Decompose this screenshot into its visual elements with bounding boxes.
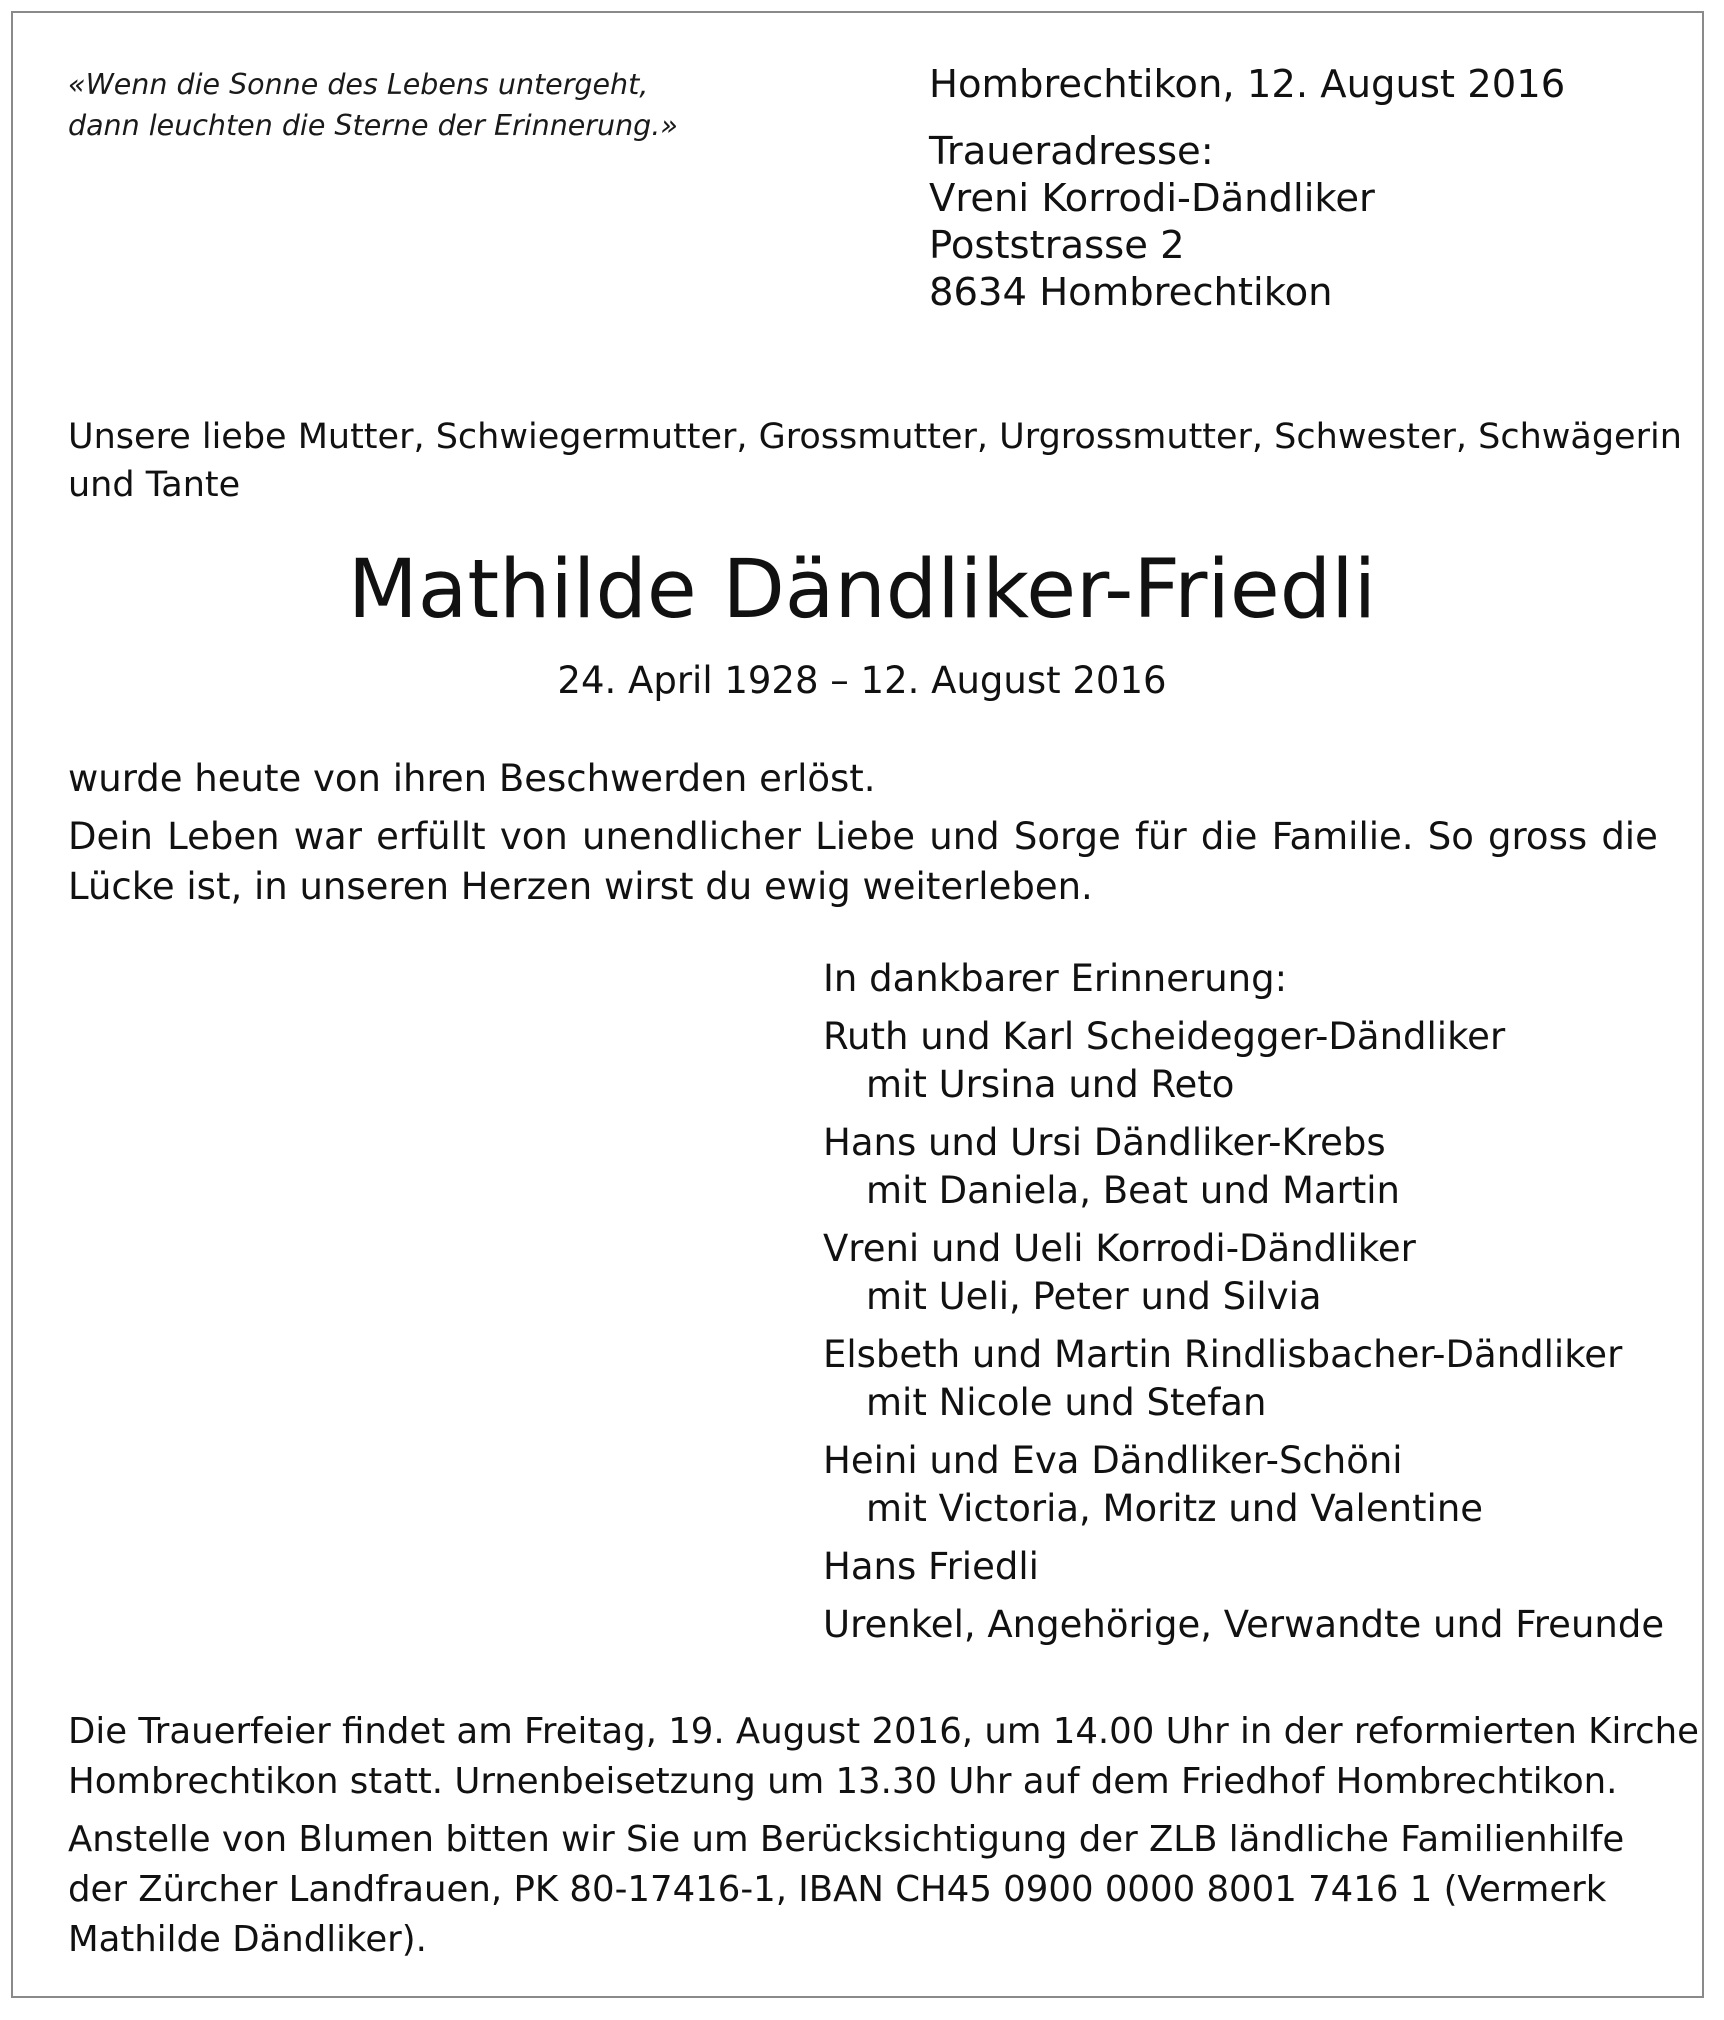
tribute-line-1 — [68, 812, 1658, 862]
mourners-list — [823, 955, 1683, 1659]
ceremony-line-1: Die Trauerfeier findet am Freitag, 19. August 2016, um 14.00 Uhr in der reformierten Kirche — [68, 1711, 1699, 1752]
mourner-group — [823, 1437, 1683, 1533]
mourner-main-name: Elsbeth und Martin Rindlisbacher-Dändliker — [823, 1333, 1623, 1376]
deceased-name: Mathilde Dändliker-Friedli — [347, 543, 1377, 637]
address-city: 8634 Hombrechtikon — [929, 270, 1333, 315]
intro-line-1: Unsere liebe Mutter, Schwiegermutter, Grossmutter, Urgrossmutter, Schwester, Schwägerin — [68, 417, 1682, 457]
address-street: Poststrasse 2 — [929, 223, 1185, 268]
mourner-main-name: Hans und Ursi Dändliker-Krebs — [823, 1121, 1386, 1164]
mourner-sub-names: mit Ursina und Reto — [866, 1063, 1235, 1106]
tribute-word: Familie. — [1271, 815, 1414, 858]
tribute-word: So — [1427, 815, 1474, 858]
mourner-main-name: Vreni und Ueli Korrodi-Dändliker — [823, 1227, 1416, 1270]
intro-text — [68, 413, 1682, 509]
place-and-date: Hombrechtikon, 12. August 2016 — [929, 62, 1566, 107]
intro-line-2: und Tante — [68, 465, 241, 505]
motto-line-2: dann leuchten die Sterne der Erinnerung.» — [68, 109, 678, 142]
life-dates: 24. April 1928 – 12. August 2016 — [557, 659, 1167, 702]
mourner-group — [823, 1119, 1683, 1215]
donation-line-2: der Zürcher Landfrauen, PK 80-17416-1, IBAN CH45 0900 0000 8001 7416 1 (Vermerk — [68, 1869, 1607, 1910]
mourner-group — [823, 1543, 1683, 1591]
address-name: Vreni Korrodi-Dändliker — [929, 176, 1375, 221]
tribute-word: Liebe — [815, 815, 916, 858]
tribute-word: von — [499, 815, 568, 858]
mourner-group — [823, 1225, 1683, 1321]
mourner-sub-names: mit Nicole und Stefan — [866, 1381, 1267, 1424]
mourner-groups — [823, 1013, 1683, 1649]
mourner-sub-names: mit Daniela, Beat und Martin — [866, 1169, 1401, 1212]
motto-quote — [68, 64, 688, 146]
motto-line-1: «Wenn die Sonne des Lebens untergeht, — [68, 68, 649, 101]
ceremony-info — [68, 1707, 1699, 1807]
mourner-main-name: Urenkel, Angehörige, Verwandte und Freunde — [823, 1603, 1665, 1646]
mourner-main-name: Heini und Eva Dändliker-Schöni — [823, 1439, 1403, 1482]
tribute-word: war — [293, 815, 362, 858]
mourner-main-name: Hans Friedli — [823, 1545, 1039, 1588]
ceremony-line-2: Hombrechtikon statt. Urnenbeisetzung um 13.30 Uhr auf dem Friedhof Hombrechtikon. — [68, 1761, 1618, 1802]
tribute-word: unendlicher — [582, 815, 801, 858]
tribute-word: die — [1200, 815, 1258, 858]
tribute-word: gross — [1488, 815, 1588, 858]
mourning-address — [929, 128, 1375, 316]
mourner-group — [823, 1013, 1683, 1109]
mourner-group — [823, 1331, 1683, 1427]
tribute-word: erfüllt — [376, 815, 486, 858]
tribute-text — [68, 812, 1658, 912]
address-label: Traueradresse: — [929, 129, 1214, 174]
tribute-word: Leben — [167, 815, 280, 858]
tribute-word: Sorge — [1013, 815, 1121, 858]
donation-line-1: Anstelle von Blumen bitten wir Sie um Berücksichtigung der ZLB ländliche Familienhilfe — [68, 1819, 1625, 1860]
tribute-word: und — [929, 815, 1000, 858]
mourner-sub-names: mit Ueli, Peter und Silvia — [866, 1275, 1322, 1318]
mourner-group — [823, 1601, 1683, 1649]
tribute-line-2: Lücke ist, in unseren Herzen wirst du ewig weiterleben. — [68, 865, 1093, 908]
donation-info — [68, 1815, 1658, 1965]
donation-line-3: Mathilde Dändliker). — [68, 1919, 427, 1960]
tribute-word: für — [1134, 815, 1187, 858]
mourner-main-name: Ruth und Karl Scheidegger-Dändliker — [823, 1015, 1506, 1058]
statement-text: wurde heute von ihren Beschwerden erlöst. — [68, 757, 876, 800]
mourner-sub-names: mit Victoria, Moritz und Valentine — [866, 1487, 1484, 1530]
mourners-heading: In dankbarer Erinnerung: — [823, 957, 1288, 1000]
tribute-word: die — [1601, 815, 1658, 858]
tribute-word: Dein — [68, 815, 153, 858]
